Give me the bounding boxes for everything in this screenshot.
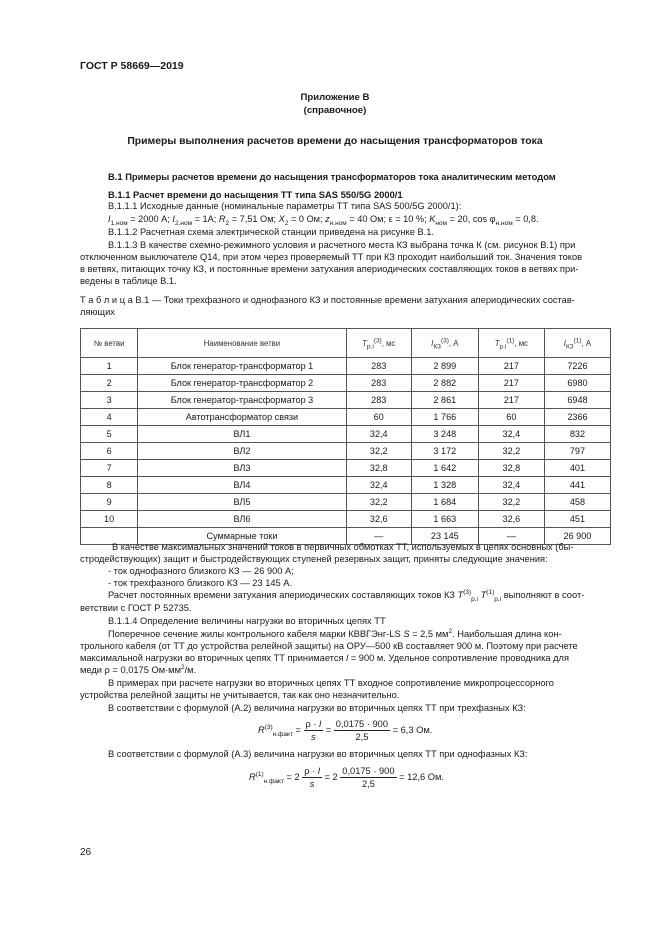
cell-t1: 217 bbox=[478, 358, 544, 375]
cell-i3: 3 248 bbox=[411, 426, 478, 443]
cell-i3: 1 663 bbox=[411, 511, 478, 528]
cell-t1: 60 bbox=[478, 409, 544, 426]
paragraph-cable-line2: трольного кабеля (от ТТ до устройства релейной защиты) на ОРУ—500 кВ составляет 900 м. Поэтому при расчете bbox=[80, 641, 578, 651]
cell-branch-name: Блок генератор-трансформатор 3 bbox=[138, 392, 346, 409]
paragraph-cable-line1: Поперечное сечение жилы контрольного кабеля марки КВВГЭнг-LS S = 2,5 $мм^2$. Наибольшая длина кон- bbox=[108, 627, 562, 639]
paragraph-max-currents-line2: стродействующих) защит и быстродействующих ступеней резервных защит, приняты следующие значения: bbox=[80, 554, 548, 564]
table-row bbox=[81, 494, 611, 511]
paragraph-b113-line3: в ветвях, питающих точку КЗ, и постоянные времени затухания апериодических составляющих токов в ветвях при- bbox=[80, 264, 579, 274]
fraction-value: $\frac{0,0175 \cdot 900}{2,5}$ bbox=[342, 766, 395, 789]
cell-i1: 6948 bbox=[544, 392, 610, 409]
cell-branch-name: ВЛ3 bbox=[138, 460, 346, 477]
paragraph-time-constants-line1: Расчет постоянных времени затухания апериодических составляющих токов КЗ $T^{(3)}_{р,i}$ $T^{(1)}_{р,i}$ выполняют в соот- bbox=[108, 588, 585, 603]
cell-t3: 283 bbox=[346, 392, 411, 409]
paragraph-formula-a3: В соответствии с формулой (А.3) величина нагрузки во вторичных цепях ТТ при однофазных КЗ: bbox=[108, 749, 528, 759]
col-header-t3: $T_{р.i}^{(3)}$, мс bbox=[346, 329, 411, 358]
paragraph-b113-line2: отключенном выключателе Q14, при этом через проверяемый ТТ при КЗ проходит наибольший ток. Значения токов bbox=[80, 252, 583, 262]
paragraph-relay-line2: устройства релейной защиты не учитывается, так как оно незначительно. bbox=[80, 690, 400, 700]
cell-branch-name: Автотрансформатор связи bbox=[138, 409, 346, 426]
table-row bbox=[81, 426, 611, 443]
cell-i3: 1 642 bbox=[411, 460, 478, 477]
cell-branch-no: 8 bbox=[81, 477, 138, 494]
appendix-heading: Примеры выполнения расчетов времени до насыщения трансформаторов тока bbox=[127, 136, 543, 147]
cell-i3: 3 172 bbox=[411, 443, 478, 460]
table-row bbox=[81, 460, 611, 477]
table-row bbox=[81, 409, 611, 426]
cell-t1: 32,4 bbox=[478, 477, 544, 494]
cell-i3: 1 766 bbox=[411, 409, 478, 426]
cell-i3: 2 882 bbox=[411, 375, 478, 392]
list-item-single-phase: - ток однофазного близкого КЗ — 26 900 А; bbox=[108, 566, 294, 576]
cell-i1: 832 bbox=[544, 426, 610, 443]
cell-branch-no: 2 bbox=[81, 375, 138, 392]
col-header-t1: $T_{р.i}^{(1)}$, мс bbox=[478, 329, 544, 358]
cell-t1: — bbox=[478, 528, 544, 545]
cell-i3: 23 145 bbox=[411, 528, 478, 545]
col-header-i1: $I_{КЗ}^{(1)}$, А bbox=[544, 329, 610, 358]
fraction-value: $\frac{0,0175 \cdot 900}{2,5}$ bbox=[335, 719, 389, 742]
cell-i1: 797 bbox=[544, 443, 610, 460]
cell-branch-name: ВЛ1 bbox=[138, 426, 346, 443]
table-row bbox=[81, 511, 611, 528]
cell-t3: 60 bbox=[346, 409, 411, 426]
section-b1-heading: В.1 Примеры расчетов времени до насыщения трансформаторов тока аналитическим методом bbox=[108, 171, 556, 182]
cell-branch-name: ВЛ2 bbox=[138, 443, 346, 460]
cell-branch-no: 5 bbox=[81, 426, 138, 443]
cell-i1: 441 bbox=[544, 477, 610, 494]
cell-i1: 2366 bbox=[544, 409, 610, 426]
formula-three-phase: $R^{(3)}_{н.факт}$ = $\frac{\rho \cdot l}{s}$ = $\frac{0,0175 \cdot 900}{2,5}$ = 6,3 Ом. bbox=[258, 719, 433, 742]
cell-branch-no: 7 bbox=[81, 460, 138, 477]
table-row bbox=[81, 477, 611, 494]
cell-i1: 458 bbox=[544, 494, 610, 511]
cell-i3: 1 328 bbox=[411, 477, 478, 494]
col-header-i3: $I_{КЗ}^{(3)}$, А bbox=[411, 329, 478, 358]
paragraph-time-constants-line2: ветствии с ГОСТ Р 52735. bbox=[80, 603, 192, 613]
currents-table bbox=[80, 328, 611, 545]
table-row bbox=[81, 392, 611, 409]
paragraph-b112: В.1.1.2 Расчетная схема электрической станции приведена на рисунке В.1. bbox=[108, 227, 434, 237]
cell-branch-name: Суммарные токи bbox=[138, 528, 346, 545]
cell-branch-name: ВЛ4 bbox=[138, 477, 346, 494]
cell-i3: 1 684 bbox=[411, 494, 478, 511]
cell-i3: 2 899 bbox=[411, 358, 478, 375]
table-row bbox=[81, 443, 611, 460]
cell-t1: 32,2 bbox=[478, 443, 544, 460]
cell-branch-no: 6 bbox=[81, 443, 138, 460]
paragraph-b111: В.1.1.1 Исходные данные (номинальные параметры ТТ типа SAS 500/5G 2000/1): bbox=[108, 201, 462, 211]
table-row bbox=[81, 358, 611, 375]
cell-branch-name: Блок генератор-трансформатор 1 bbox=[138, 358, 346, 375]
col-header-branch-name: Наименование ветви bbox=[138, 329, 346, 358]
fraction-rho-l-s: $\frac{\rho \cdot l}{s}$ bbox=[304, 766, 320, 789]
paragraph-cable-line3: максимальной нагрузки во вторичных цепях ТТ принимается l = 900 м. Удельное сопротивление проводника для bbox=[80, 653, 570, 663]
table-caption-line2: ляющих bbox=[80, 307, 115, 317]
cell-t3: 32,8 bbox=[346, 460, 411, 477]
cell-i1: 401 bbox=[544, 460, 610, 477]
col-header-branch-no: № ветви bbox=[81, 329, 138, 358]
cell-t3: 32,2 bbox=[346, 443, 411, 460]
cell-t3: 32,6 bbox=[346, 511, 411, 528]
cell-branch-no: 3 bbox=[81, 392, 138, 409]
fraction-rho-l-s: $\frac{\rho \cdot l}{s}$ bbox=[305, 719, 322, 742]
paragraph-relay-line1: В примерах при расчете нагрузки во вторичных цепях ТТ входное сопротивление микропроцессорного bbox=[108, 678, 554, 688]
page-number: 26 bbox=[80, 847, 92, 858]
cell-i3: 2 861 bbox=[411, 392, 478, 409]
cell-branch-name: ВЛ6 bbox=[138, 511, 346, 528]
section-b11-heading: В.1.1 Расчет времени до насыщения ТТ типа SAS 550/5G 2000/1 bbox=[108, 189, 403, 200]
cell-branch-no: 1 bbox=[81, 358, 138, 375]
document-id: ГОСТ Р 58669—2019 bbox=[80, 60, 184, 72]
cell-branch-no: 10 bbox=[81, 511, 138, 528]
cell-i1: 26 900 bbox=[544, 528, 610, 545]
cell-i1: 6980 bbox=[544, 375, 610, 392]
cell-branch-name: Блок генератор-трансформатор 2 bbox=[138, 375, 346, 392]
paragraph-b113-line4: ведены в таблице В.1. bbox=[80, 276, 177, 286]
cell-t1: 32,6 bbox=[478, 511, 544, 528]
cell-t1: 32,2 bbox=[478, 494, 544, 511]
paragraph-max-currents-line1: В качестве максимальных значений токов в первичных обмотках ТТ, используемых в цепях основных (бы- bbox=[112, 542, 574, 552]
cell-i1: 7226 bbox=[544, 358, 610, 375]
table-header-row bbox=[81, 329, 611, 358]
cell-t1: 217 bbox=[478, 375, 544, 392]
cell-t3: 32,4 bbox=[346, 426, 411, 443]
list-item-three-phase: - ток трехфазного близкого КЗ — 23 145 А. bbox=[108, 578, 293, 588]
formula-single-phase: $R^{(1)}_{н.факт} = 2$ $\frac{\rho \cdot l}{s}$ = 2 $\frac{0,0175 \cdot 900}{2,5}$ = 12,6 Ом. bbox=[249, 766, 445, 789]
paragraph-ct-parameters: $I_{1.ном} = 2000$ А; $I_{2.ном} = 1А$; $R_2 = 7,51$ Ом; $X_2 = 0$ Ом; $z_{н.ном} = 40$ Ом; ε = 10 %; $K_{ном} = 20$, $\cos \varphi_{н.ном} = 0,8$. bbox=[108, 214, 539, 227]
cell-t3: 283 bbox=[346, 375, 411, 392]
paragraph-formula-a2: В соответствии с формулой (А.2) величина нагрузки во вторичных цепях ТТ при трехфазных КЗ: bbox=[108, 703, 526, 713]
cell-t1: 32,8 bbox=[478, 460, 544, 477]
table-row bbox=[81, 375, 611, 392]
table-caption-line1: Т а б л и ц а В.1 — Токи трехфазного и однофазного КЗ и постоянные времени затухания апериодических состав- bbox=[80, 295, 575, 305]
cell-t3: 283 bbox=[346, 358, 411, 375]
cell-i1: 451 bbox=[544, 511, 610, 528]
appendix-subtitle: (справочное) bbox=[303, 105, 367, 116]
cell-t1: 32,4 bbox=[478, 426, 544, 443]
cell-t3: 32,2 bbox=[346, 494, 411, 511]
cell-branch-name: ВЛ5 bbox=[138, 494, 346, 511]
cell-branch-no: 4 bbox=[81, 409, 138, 426]
cell-t3: 32,4 bbox=[346, 477, 411, 494]
paragraph-b114: В.1.1.4 Определение величины нагрузки во вторичных цепях ТТ bbox=[108, 616, 386, 626]
cell-t3: — bbox=[346, 528, 411, 545]
appendix-title: Приложение В bbox=[300, 92, 370, 103]
cell-t1: 217 bbox=[478, 392, 544, 409]
cell-branch-no: 9 bbox=[81, 494, 138, 511]
paragraph-cable-line4: меди ρ = 0,0175 $Ом\cdot мм^2/м$. bbox=[80, 663, 197, 675]
paragraph-b113-line1: В.1.1.3 В качестве схемно-режимного условия и расчетного места КЗ выбрана точка К (см. рисунок В.1) при bbox=[108, 240, 576, 250]
